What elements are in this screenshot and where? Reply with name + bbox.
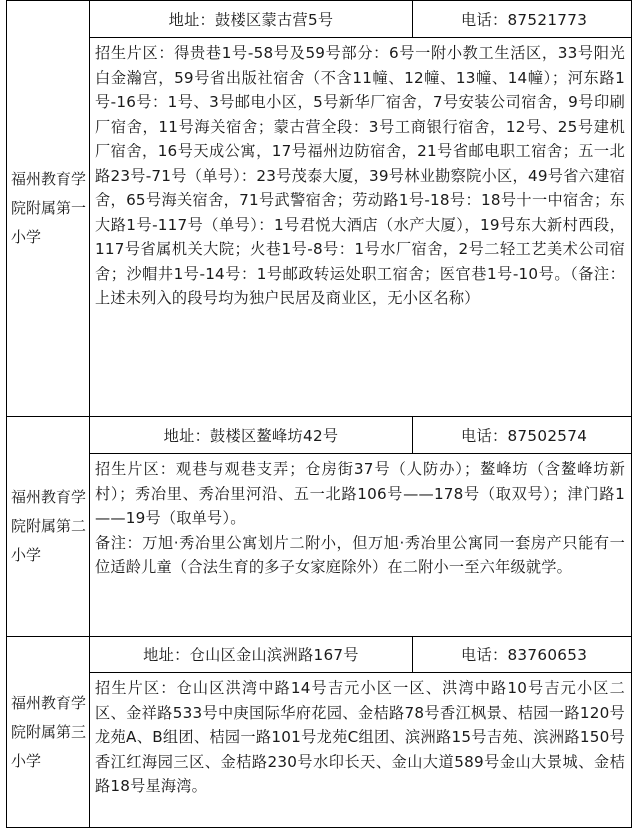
school-2-note-text: 备注：万旭·秀冶里公寓划片二附小，但万旭·秀冶里公寓同一套房产只能有一位适龄儿童（合法生育的多子女家庭除外）在二附小一至六年级就学。: [95, 533, 625, 576]
school-1-enrollment-zone: [90, 38, 632, 417]
school-2-zone-text: 招生片区：观巷与观巷支弄；仓房街37号（人防办）；鳌峰坊（含鳌峰坊新村）；秀冶里、秀冶里河沿、五一北路106号——178号（取双号）；津门路1——19号（取单号）。: [95, 460, 625, 527]
school-1-phone: 电话：87521773: [413, 1, 632, 38]
school-1-contact-row: [7, 1, 632, 38]
school-1-zone-text: 招生片区：得贵巷1号-58号及59号部分：6号一附小教工生活区，33号阳光白金瀚宫，59号省出版社宿舍（不含11幢、12幢、13幢、14幢）；河东路1号-16号：1号、3号邮电小区，5号新华厂宿舍，7号安装公司宿舍，9号印刷厂宿舍，11号海关宿舍；蒙古营全段：3号工商银行宿舍，12号、25号建机厂宿舍，16号天成公寓，17号福州边防宿舍，21号省邮电职工宿舍；五一北路23号-71号（单号）：23号茂泰大厦，39号林业勘察院小区，49号省六建宿舍，65号海关宿舍，71号武警宿舍；劳动路1号-18号：18号十一中宿舍；东大路1号-117号（单号）：1号君悦大酒店（水产大厦），19号东大新村西段，117号省属机关大院；火巷1号-8号：1号水厂宿舍，2号二轻工艺美术公司宿舍；沙帽井1号-14号：1号邮政转运处职工宿舍；医官巷1号-10号。（备注：上述未列入的段号均为独户民居及商业区，无小区名称）: [95, 44, 625, 307]
school-3-zone-text: 招生片区：仓山区洪湾中路14号吉元小区一区、洪湾中路10号吉元小区二区、金祥路533号中庚国际华府花园、金桔路78号香江枫景、桔园一路120号龙苑A、B组团、桔园一路101号龙苑C组团、滨洲路15号吉苑、滨洲路150号香江红海园三区、金桔路230号水印长天、金山大道589号金山大景城、金桔路18号星海湾。: [95, 679, 625, 795]
school-2-name: 福州教育学院附属第二小学: [7, 417, 90, 637]
school-3-zone-row: [7, 673, 632, 828]
school-1-name: 福州教育学院附属第一小学: [7, 1, 90, 417]
school-enrollment-table: [6, 0, 632, 828]
school-3-name: 福州教育学院附属第三小学: [7, 637, 90, 828]
school-1-address: 地址：鼓楼区蒙古营5号: [90, 1, 413, 38]
school-2-contact-row: [7, 417, 632, 454]
school-3-contact-row: [7, 637, 632, 673]
school-2-enrollment-zone: [90, 454, 632, 637]
school-3-enrollment-zone: [90, 673, 632, 828]
school-2-address: 地址：鼓楼区鳌峰坊42号: [90, 417, 413, 454]
school-3-address: 地址：仓山区金山滨洲路167号: [90, 637, 413, 673]
school-3-phone: 电话：83760653: [413, 637, 632, 673]
school-1-zone-row: [7, 38, 632, 417]
school-2-phone: 电话：87502574: [413, 417, 632, 454]
school-2-zone-row: [7, 454, 632, 637]
